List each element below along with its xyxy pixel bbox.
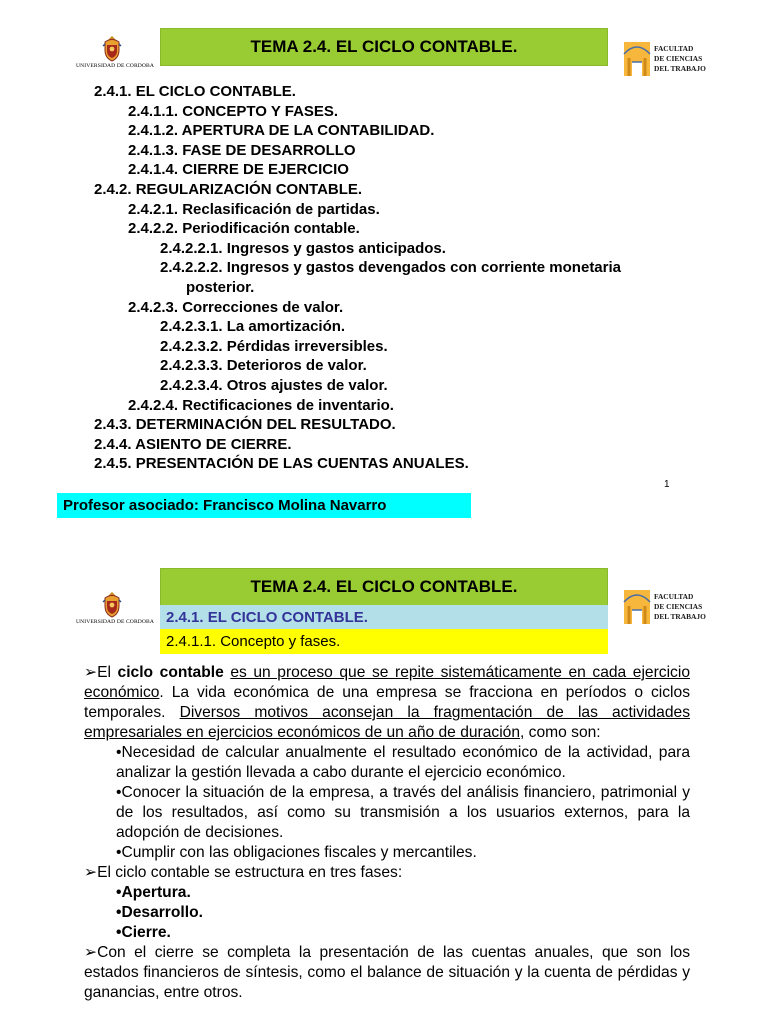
outline-item: 2.4.1.4. CIERRE DE EJERCICIO — [128, 161, 349, 179]
slide-title: TEMA 2.4. EL CICLO CONTABLE. — [160, 568, 608, 606]
faculty-name: FACULTAD DE CIENCIAS DEL TRABAJO — [654, 592, 706, 621]
university-logo — [76, 34, 155, 78]
outline-item: 2.4.2.2.1. Ingresos y gastos anticipados. — [160, 239, 446, 257]
slide-body — [84, 663, 690, 1003]
phase-item: •Cierre. — [116, 924, 171, 941]
outline-item: 2.4.2.2. Periodificación contable. — [128, 220, 360, 238]
faculty-logo — [623, 40, 706, 80]
university-crest-icon — [98, 34, 126, 62]
slide-title: TEMA 2.4. EL CICLO CONTABLE. — [160, 28, 608, 66]
university-logo — [76, 590, 155, 634]
faculty-name: FACULTAD DE CIENCIAS DEL TRABAJO — [654, 44, 706, 73]
section-heading: 2.4.1. EL CICLO CONTABLE. — [160, 605, 608, 629]
faculty-logo-icon — [623, 588, 653, 626]
reason-item: •Necesidad de calcular anualmente el resultado económico de la actividad, para analizar la gestión llevada a cabo durante el ejercicio económico. — [116, 744, 690, 781]
outline-item: 2.4.3. DETERMINACIÓN DEL RESULTADO. — [94, 416, 396, 434]
faculty-logo — [623, 588, 706, 628]
professor-banner: Profesor asociado: Francisco Molina Navarro — [57, 493, 471, 518]
outline-item: 2.4.1.3. FASE DE DESARROLLO — [128, 141, 356, 159]
topic-outline — [0, 82, 768, 474]
outline-item: 2.4.4. ASIENTO DE CIERRE. — [94, 435, 292, 453]
closing-paragraph: ➢Con el cierre se completa la presentación de las cuentas anuales, que son los estados financieros de síntesis, como el balance de situación y la cuenta de pérdidas y ganancias, entre otros. — [84, 944, 690, 1001]
outline-item: posterior. — [186, 278, 255, 296]
outline-item: 2.4.5. PRESENTACIÓN DE LAS CUENTAS ANUALES. — [94, 455, 469, 473]
phase-item: •Desarrollo. — [116, 904, 203, 921]
slide-2 — [0, 558, 768, 1024]
outline-item: 2.4.1.1. CONCEPTO Y FASES. — [128, 102, 339, 120]
outline-item: 2.4.2.3.2. Pérdidas irreversibles. — [160, 337, 388, 355]
outline-item: 2.4.2.3.4. Otros ajustes de valor. — [160, 376, 388, 394]
university-name: UNIVERSIDAD DE CORDOBA — [76, 619, 155, 625]
university-name: UNIVERSIDAD DE CORDOBA — [76, 63, 155, 69]
outline-item: 2.4.2.4. Rectificaciones de inventario. — [128, 396, 394, 414]
reason-item: •Cumplir con las obligaciones fiscales y mercantiles. — [116, 844, 477, 861]
university-crest-icon — [98, 590, 126, 618]
outline-item: 2.4.2.2.2. Ingresos y gastos devengados con corriente monetaria — [160, 259, 622, 277]
outline-item: 2.4.1. EL CICLO CONTABLE. — [94, 83, 296, 100]
intro-paragraph: ➢El ciclo contable es un proceso que se repite sistemáticamente en cada ejercicio económico. La vida económica de una empresa se fracciona en períodos o ciclos temporales. Diversos motivos aconsejan la fragmentación de las actividades empresariales en ejercicios económicos de un año de duración, como son: — [84, 664, 690, 741]
outline-item: 2.4.2.1. Reclasificación de partidas. — [128, 200, 380, 218]
outline-item: 2.4.2. REGULARIZACIÓN CONTABLE. — [94, 180, 363, 198]
page-number: 1 — [664, 479, 670, 490]
reason-item: •Conocer la situación de la empresa, a través del análisis financiero, patrimonial y de los resultados, así como su transmisión a los usuarios externos, para la adopción de decisiones. — [116, 784, 690, 841]
subsection-heading: 2.4.1.1. Concepto y fases. — [160, 629, 608, 654]
phase-item: •Apertura. — [116, 884, 191, 901]
outline-item: 2.4.2.3. Correcciones de valor. — [128, 298, 344, 316]
outline-item: 2.4.1.2. APERTURA DE LA CONTABILIDAD. — [128, 122, 435, 140]
outline-item: 2.4.2.3.1. La amortización. — [160, 318, 346, 336]
outline-item: 2.4.2.3.3. Deterioros de valor. — [160, 357, 367, 375]
phases-intro: ➢El ciclo contable se estructura en tres fases: — [84, 864, 403, 881]
faculty-logo-icon — [623, 40, 653, 78]
